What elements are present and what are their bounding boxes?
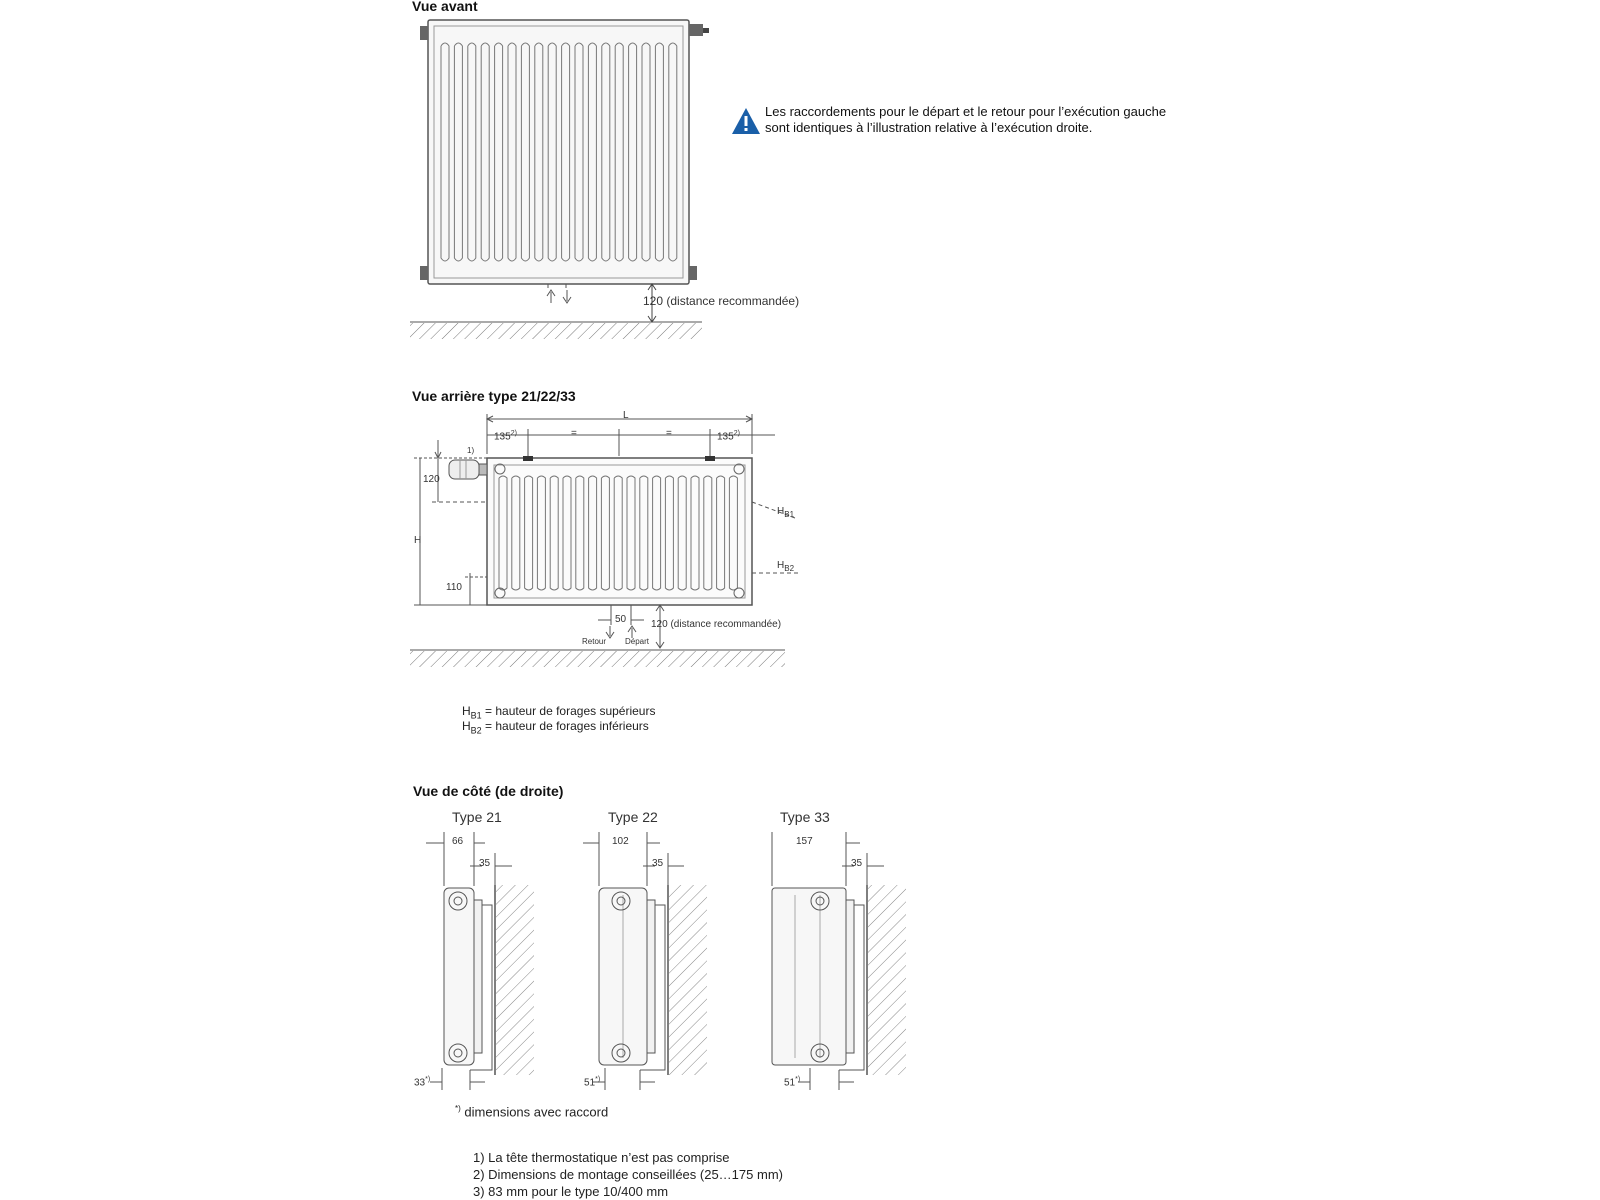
dim-footnote-1: 1) [467, 446, 475, 455]
retour-label: Retour [582, 637, 607, 646]
type-22-gap: 35 [652, 858, 664, 869]
depart-label: Départ [625, 637, 650, 646]
front-connection-arrows [547, 284, 571, 303]
legend-hb2: $H_{B2}$ = hauteur de forages inférieurs [462, 719, 649, 736]
dim-120: 120 [423, 474, 440, 485]
type-33-bottom: 51*) [784, 1076, 801, 1089]
rear-distance-label: 120 (distance recommandée) [651, 619, 782, 630]
footnote-1: 1) La tête thermostatique n’est pas comprise [473, 1150, 730, 1165]
warning-icon [732, 108, 760, 134]
type-21-bottom: 33*) [414, 1076, 431, 1089]
side-view-type-21 [426, 832, 534, 1090]
type-33-depth: 157 [796, 836, 813, 847]
type-33-gap: 35 [851, 858, 863, 869]
warning-note-line-2: sont identiques à l’illustration relative à l’exécution droite. [765, 120, 1093, 135]
hb1-label: $H_{B1}$ [777, 506, 795, 519]
side-view-title: Vue de côté (de droite) [413, 783, 564, 799]
rear-floor [410, 650, 785, 667]
type-22-label: Type 22 [608, 809, 658, 825]
type-22-depth: 102 [612, 836, 629, 847]
thermostatic-head [449, 460, 487, 479]
front-floor [410, 322, 702, 339]
footnote-2: 2) Dimensions de montage conseillées (25…175 mm) [473, 1167, 783, 1182]
footnote-3: 3) 83 mm pour le type 10/400 mm [473, 1184, 669, 1199]
warning-note [765, 104, 1225, 136]
front-radiator [420, 20, 709, 284]
raccord-note: *) dimensions avec raccord [455, 1104, 609, 1120]
dim-50: 50 [615, 614, 627, 625]
rear-radiator [487, 456, 752, 605]
type-21-gap: 35 [479, 858, 491, 869]
dim-equal-right: = [666, 428, 672, 439]
warning-note-line-1: Les raccordements pour le départ et le retour pour l’exécution gauche [765, 104, 1167, 119]
dim-135-left: 135$^{2)}$ [494, 430, 517, 443]
side-view-type-33 [772, 832, 906, 1090]
type-22-bottom: 51*) [584, 1076, 601, 1089]
side-view-type-22 [583, 832, 707, 1090]
hb2-label: $H_{B2}$ [777, 560, 795, 573]
arrow-down-icon [606, 626, 614, 638]
rear-view-title: Vue arrière type 21/22/33 [412, 388, 576, 404]
dim-L: L [623, 410, 629, 421]
dim-H: H [414, 535, 422, 546]
dim-110: 110 [446, 582, 462, 593]
arrow-up-icon [547, 290, 555, 303]
type-21-label: Type 21 [452, 809, 502, 825]
legend-hb1: $H_{B1}$ = hauteur de forages supérieurs [462, 704, 656, 721]
dim-135-right: 135$^{2)}$ [717, 430, 740, 443]
dim-equal-left: = [571, 428, 577, 439]
front-view-title: Vue avant [412, 0, 478, 14]
front-distance-label: 120 (distance recommandée) [643, 294, 800, 308]
type-21-depth: 66 [452, 836, 464, 847]
type-33-label: Type 33 [780, 809, 830, 825]
arrow-down-icon [563, 290, 571, 303]
